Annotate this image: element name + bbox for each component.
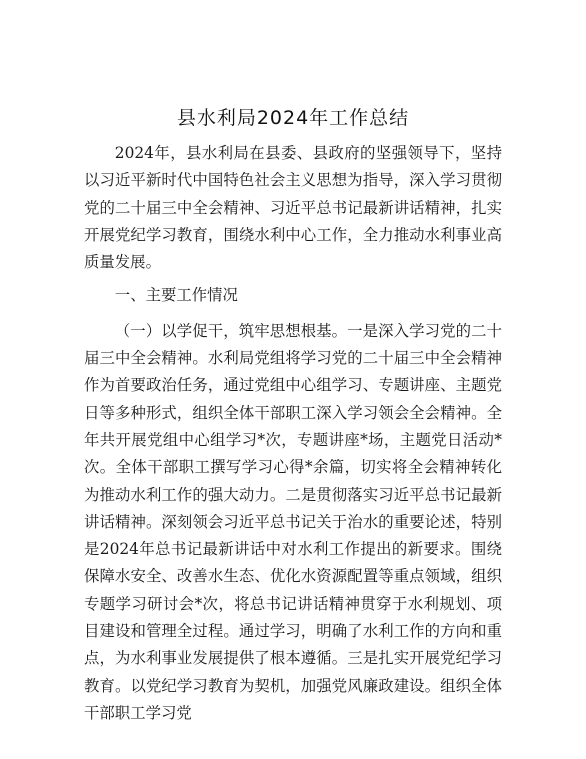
body-paragraph: （一）以学促干，筑牢思想根基。一是深入学习党的二十届三中全会精神。水利局党组将学习党的二十届三中全会精神作为首要政治任务，通过党组中心组学习、专题讲座、主题党日等多种形式，组织全体干部职工深入学习领会全会精神。全年共开展党组中心组学习*次，专题讲座*场，主题党日活动*次。全体干部职工撰写学习心得*余篇，切实将全会精神转化为推动水利工作的强大动力。二是贯彻落实习近平总书记最新讲话精神。深刻领会习近平总书记关于治水的重要论述，特别是2024年总书记最新讲话中对水利工作提出的新要求。围绕保障水安全、改善水生态、优化水资源配置等重点领域，组织专题学习研讨会*次，将总书记讲话精神贯穿于水利规划、项目建设和管理全过程。通过学习，明确了水利工作的方向和重点，为水利事业发展提供了根本遵循。三是扎实开展党纪学习教育。以党纪学习教育为契机，加强党风廉政建设。组织全体干部职工学习党 [84,321,502,722]
section-heading: 一、主要工作情况 [114,286,238,305]
intro-paragraph: 2024年，县水利局在县委、县政府的坚强领导下，坚持以习近平新时代中国特色社会主义思想为指导，深入学习贯彻党的二十届三中全会精神、习近平总书记最新讲话精神，扎实开展党纪学习教育，围绕水利中心工作，全力推动水利事业高质量发展。 [84,144,502,272]
document-body [84,140,502,727]
document-title: 县水利局2024年工作总结 [176,107,410,129]
